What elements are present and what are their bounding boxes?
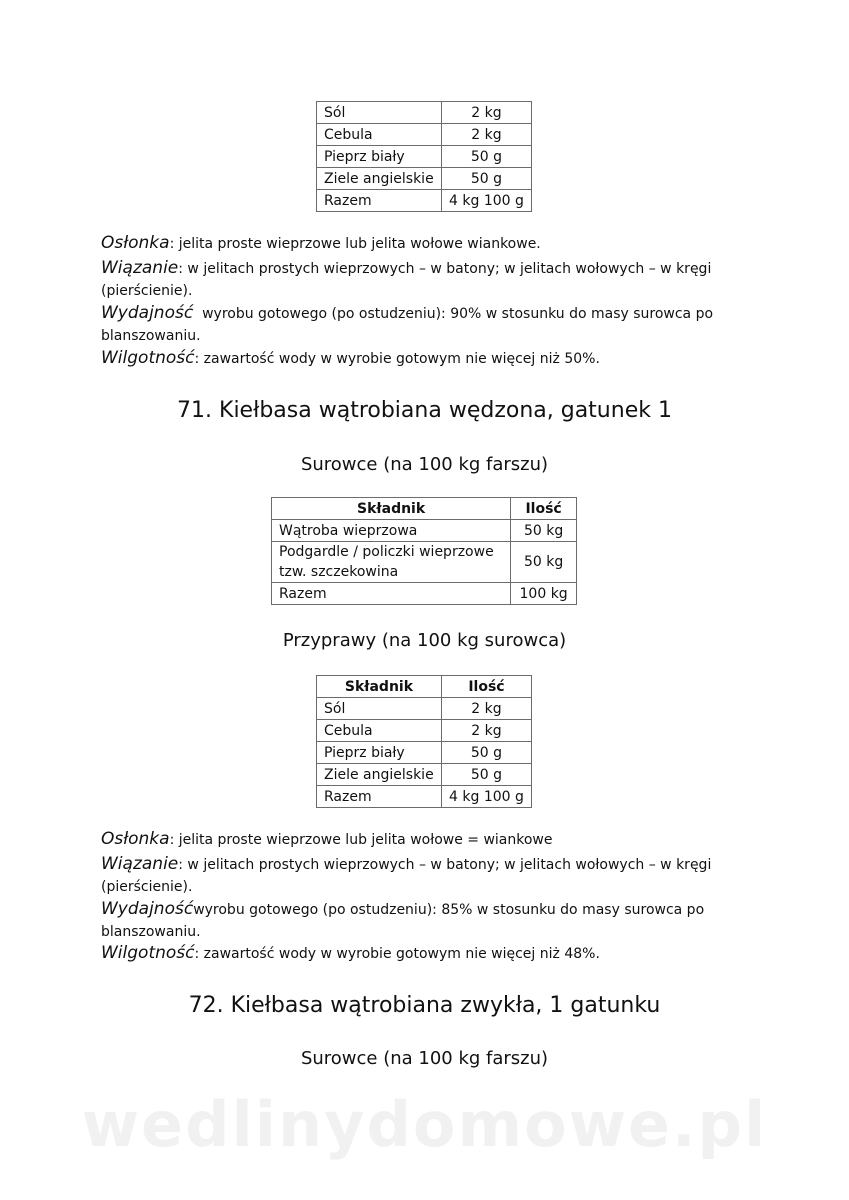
ingredient-qty: 2 kg — [441, 720, 531, 742]
ingredient-qty: 2 kg — [441, 124, 531, 146]
header-ingredient: Składnik — [317, 676, 442, 698]
ingredient-name — [272, 542, 511, 583]
note-term: Wiązanie — [101, 854, 179, 874]
ingredient-qty: 100 kg — [511, 583, 577, 605]
note-term: Wydajność — [101, 303, 194, 323]
table-row — [317, 124, 532, 146]
ingredient-name: Ziele angielskie — [317, 168, 442, 190]
table-row — [317, 698, 532, 720]
table-row — [272, 583, 577, 605]
moisture-note — [101, 942, 751, 965]
ingredient-qty: 2 kg — [441, 102, 531, 124]
section-71-title: 71. Kiełbasa wątrobiana wędzona, gatunek 1 — [177, 398, 672, 423]
note-term: Osłonka — [101, 233, 170, 253]
ingredient-qty: 50 g — [441, 742, 531, 764]
spices-table-section70 — [316, 101, 532, 212]
note-text: wyrobu gotowego (po ostudzeniu): 90% w stosunku do masy surowca po blanszowaniu. — [101, 306, 718, 344]
table-row — [317, 786, 532, 808]
note-text: : jelita proste wieprzowe lub jelita wołowe = wiankowe — [169, 832, 553, 848]
note-text: : zawartość wody w wyrobie gotowym nie więcej niż 48%. — [194, 946, 600, 962]
spices-table — [316, 675, 532, 808]
table-row — [317, 190, 532, 212]
table-header-row — [272, 498, 577, 520]
header-quantity: Ilość — [511, 498, 577, 520]
section-72-title: 72. Kiełbasa wątrobiana zwykła, 1 gatunku — [188, 993, 661, 1018]
raw-materials-title: Surowce (na 100 kg farszu) — [300, 1048, 549, 1069]
moisture-note — [101, 347, 751, 370]
note-text: wyrobu gotowego (po ostudzeniu): 85% w stosunku do masy surowca po blanszowaniu. — [101, 902, 705, 940]
table-row — [272, 542, 577, 583]
table-row — [272, 520, 577, 542]
casing-note — [101, 232, 751, 255]
header-quantity: Ilość — [441, 676, 531, 698]
ingredient-qty: 4 kg 100 g — [441, 190, 531, 212]
header-ingredient: Składnik — [272, 498, 511, 520]
ingredient-name: Sól — [317, 698, 442, 720]
ingredient-name: Pieprz biały — [317, 742, 442, 764]
spices-title: Przyprawy (na 100 kg surowca) — [282, 630, 567, 651]
ingredient-name-line1: Podgardle / policzki wieprzowe — [279, 544, 494, 560]
tying-note — [101, 853, 751, 898]
note-term: Wydajność — [101, 899, 194, 919]
ingredient-name: Ziele angielskie — [317, 764, 442, 786]
table-row — [317, 146, 532, 168]
casing-note — [101, 828, 751, 851]
ingredient-name: Cebula — [317, 124, 442, 146]
watermark — [0, 1088, 849, 1161]
ingredient-qty: 2 kg — [441, 698, 531, 720]
tying-note — [101, 257, 751, 302]
ingredient-qty: 50 g — [441, 168, 531, 190]
raw-materials-title: Surowce (na 100 kg farszu) — [300, 454, 549, 475]
note-text: : w jelitach prostych wieprzowych – w batony; w jelitach wołowych – w kręgi (pierścienie). — [101, 857, 712, 895]
table-header-row — [317, 676, 532, 698]
note-text: : jelita proste wieprzowe lub jelita wołowe wiankowe. — [169, 236, 541, 252]
ingredient-name: Cebula — [317, 720, 442, 742]
note-term: Wiązanie — [101, 258, 179, 278]
table-row — [317, 168, 532, 190]
yield-note — [101, 898, 751, 943]
table-row — [317, 102, 532, 124]
ingredient-name: Razem — [272, 583, 511, 605]
note-term: Wilgotność — [101, 943, 195, 963]
yield-note — [101, 302, 751, 347]
note-text: : w jelitach prostych wieprzowych – w batony; w jelitach wołowych – w kręgi (pierścienie). — [101, 261, 712, 299]
note-term: Osłonka — [101, 829, 170, 849]
table-row — [317, 764, 532, 786]
table-row — [317, 720, 532, 742]
note-text: : zawartość wody w wyrobie gotowym nie więcej niż 50%. — [194, 351, 600, 367]
ingredient-qty: 50 g — [441, 764, 531, 786]
ingredient-name: Sól — [317, 102, 442, 124]
ingredient-qty: 50 kg — [511, 542, 577, 583]
ingredient-name-line2: tzw. szczekowina — [279, 564, 399, 580]
note-term: Wilgotność — [101, 348, 195, 368]
ingredient-name: Pieprz biały — [317, 146, 442, 168]
ingredient-name: Razem — [317, 190, 442, 212]
table-row — [317, 742, 532, 764]
ingredient-qty: 50 kg — [511, 520, 577, 542]
watermark-text: wedlinydomowe.pl — [81, 1088, 768, 1161]
ingredient-qty: 4 kg 100 g — [441, 786, 531, 808]
ingredient-name: Wątroba wieprzowa — [272, 520, 511, 542]
ingredient-name: Razem — [317, 786, 442, 808]
ingredient-qty: 50 g — [441, 146, 531, 168]
raw-materials-table — [271, 497, 577, 605]
